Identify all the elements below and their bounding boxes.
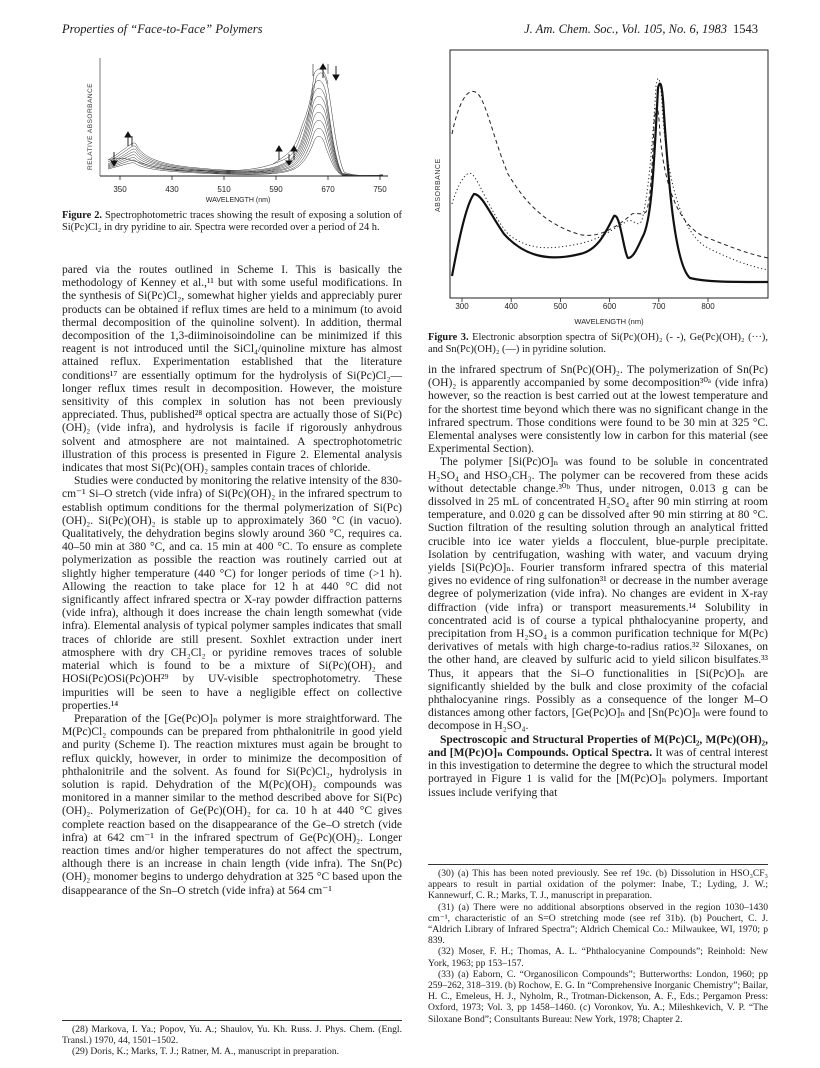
figure-2-ylabel: RELATIVE ABSORBANCE [87, 82, 94, 170]
footnote-28: (28) Markova, I. Ya.; Popov, Yu. A.; Shaulov, Yu. Kh. Russ. J. Phys. Chem. (Engl. Transl.) 1970, 44, 1501–1502. [62, 1024, 402, 1047]
header-journal [524, 22, 758, 37]
x-tick-label: 800 [701, 302, 715, 311]
x-tick-label: 500 [553, 302, 568, 311]
running-header [62, 22, 758, 40]
right-column [428, 364, 768, 800]
figure-3 [428, 44, 773, 329]
figure-3-ylabel: ABSORBANCE [435, 158, 442, 212]
figure-3-trace-sn [452, 84, 768, 282]
figure-3-xlabel: WAVELENGTH (nm) [574, 317, 644, 326]
x-tick-label: 750 [373, 185, 387, 194]
x-tick-label: 600 [602, 302, 617, 311]
right-section-paragraph [428, 734, 768, 800]
footnote-33: (33) (a) Eaborn, C. “Organosilicon Compounds”; Butterworths: London, 1960; pp 259–262, 318–319. (b) Rochow, E. G. In “Comprehensive Inorganic Chemistry”; Bailar, H. C., Emeleus, H. J., Nyholm, R., Trotman-Dickenson, A. F., Eds.; Pergamon Press: Oxford, 1973; Vol. 3, pp 1458–1460. (c) Voronkov, Yu. A.; Mileshkevich, V. P. “The Siloxane Bond”; Consultants Bureau: New York, 1978; Chapter 2. [428, 968, 768, 1025]
figure-3-trace-ge [452, 79, 768, 270]
left-paragraph-1: pared via the routes outlined in Scheme I. This is basically the methodology of Kenney et al.,¹¹ but with some useful modifications. In the synthesis of Si(Pc)Cl₂, somewhat higher yields and appreciably purer products can be obtained if reflux times are held to a minimum (to avoid thermal decomposition of the quinoline solvent). In addition, thermal decomposition of the 1,3-diiminoisoindoline can be minimized if this reagent is not introduced until the SiCl₄/quinoline mixture has almost attained reflux. Experimentation established that the literature conditions¹⁷ are essentially optimum for the hydrolysis of Si(Pc)Cl₂—longer reflux times result in decomposition. However, the moisture sensitivity of this complex in solution has not been previously appreciated. Thus, published²⁸ optical spectra are actually those of Si(Pc)(OH)₂ (vide infra), and hydrolysis is facile if rigorously anhydrous solvent and atmosphere are not maintained. A spectrophotometric illustration of this process is presented in Figure 2. Elemental analysis indicates that most Si(Pc)(OH)₂ samples contain traces of chloride. [62, 264, 402, 475]
figure-2 [78, 48, 398, 206]
x-tick-label: 700 [652, 302, 666, 311]
footnote-32: (32) Moser, F. H.; Thomas, A. L. “Phthalocyanine Compounds”; Reinhold: New York, 1963; pp 153–157. [428, 946, 768, 969]
figure-2-caption [62, 210, 402, 234]
x-tick-label: 430 [165, 185, 179, 194]
x-tick-label: 670 [321, 185, 335, 194]
figure-3-trace-si [452, 91, 768, 258]
x-tick-label: 300 [455, 302, 469, 311]
footnote-30: (30) (a) This has been noted previously. See ref 19c. (b) Dissolution in HSO₃CF₃ appears to result in partial oxidation of the polymer: Inabe, T.; Lyding, J. W.; Kannewurf, C. R.; Marks, T. J., manuscript in preparation. [428, 868, 768, 902]
figure-3-label: Figure 3. [428, 332, 469, 343]
header-citation: J. Am. Chem. Soc., Vol. 105, No. 6, 1983 [524, 22, 727, 36]
right-footnotes [428, 868, 768, 1025]
left-footnotes [62, 1024, 402, 1058]
figure-2-xticks [113, 176, 387, 194]
section-text: It was of central interest in this investigation to determine the degree to which the structural model portrayed in Figure 1 is valid for the [M(Pc)O]ₙ polymers. Important issues include verifying that [428, 746, 768, 799]
right-paragraph-2: The polymer [Si(Pc)O]ₙ was found to be soluble in concentrated H₂SO₄ and HSO₃CH₃. The polymer can be recovered from these acids without detectable change.³⁰ᵇ Thus, under nitrogen, 0.013 g can be dissolved in 25 mL of concentrated H₂SO₄ after 90 min stirring at room temperature, and 0.020 g can be dissolved after 90 min stirring at 80 °C. Suction filtration of the resulting solution through an analytical fritted crucible into ice water yields a flocculent, blue-purple precipitate. Isolation by centrifugation, washing with water, and vacuum drying yields [Si(Pc)O]ₙ. Fourier transform infrared spectra of this material gives no evidence of ring sulfonation³¹ or decrease in the number average degree of polymerization (vide infra). No changes are evident in X-ray diffraction (vide infra) or transport measurements.¹⁴ Solubility in concentrated acid is of course a typical phthalocyanine property, and precipitation from H₂SO₄ is a common purification technique for M(Pc) derivatives of metals with high charge-to-radius ratios.³² Siloxanes, on the other hand, are cleaved by sulfuric acid to yield silicon bisulfates.³³ Thus, it appears that the Si–O functionalities in [Si(Pc)O]ₙ are significantly shielded by the bulk and close proximity of the cofacial phthalocyanine rings. Possibly as a consequence of the longer M–O distances among other factors, [Ge(Pc)O]ₙ and [Sn(Pc)O]ₙ were found to decompose in H₂SO₄. [428, 456, 768, 733]
x-tick-label: 590 [269, 185, 283, 194]
figure-3-plot [428, 44, 773, 329]
footnote-31: (31) (a) There were no additional absorptions observed in the region 1030–1430 cm⁻¹, characteristic of an S=O stretching mode (see ref 31b). (b) Pouchert, C. J. “Aldrich Library of Infrared Spectra”; Aldrich Chemical Co.: Milwaukee, WI, 1970; p 839. [428, 901, 768, 947]
figure-2-traces [108, 64, 383, 176]
x-tick-label: 510 [217, 185, 231, 194]
section-heading: Spectroscopic and Structural Properties of M(Pc)Cl₂, M(Pc)(OH)₂, and [M(Pc)O]ₙ Compounds. Optical Spectra. [428, 733, 768, 759]
page-number: 1543 [733, 22, 758, 36]
x-tick-label: 350 [113, 185, 127, 194]
figure-3-xticks [455, 298, 715, 311]
footnote-29: (29) Doris, K.; Marks, T. J.; Ratner, M. A., manuscript in preparation. [72, 1046, 340, 1058]
figure-2-caption-text: Spectrophotometric traces showing the result of exposing a solution of Si(Pc)Cl₂ in dry pyridine to air. Spectra were recorded over a period of 24 h. [62, 210, 402, 234]
figure-2-xlabel: WAVELENGTH (nm) [205, 197, 271, 204]
left-paragraph-3: Preparation of the [Ge(Pc)O]ₙ polymer is more straightforward. The M(Pc)Cl₂ compounds can be prepared from phthalonitrile in good yield and purity (Scheme I). The reaction mixtures must again be brought to reflux quickly, however, in order to minimize the decomposition of phthalonitrile and the solvent. As found for Si(Pc)Cl₂, hydrolysis in solution is rapid. Dehydration of the M(Pc)(OH)₂ compounds was monitored in a manner similar to the method described above for Si(Pc)(OH)₂. Polymerization of Ge(Pc)(OH)₂ for ca. 10 h at 440 °C gives complete reaction based on the disappearance of the Ge–O stretch (vide infra) at 642 cm⁻¹ in the infrared spectrum of Ge(Pc)(OH)₂. Longer reaction times and/or higher temperatures do not affect the spectrum, although there is an increase in chain length (vide infra). The Sn(Pc)(OH)₂ monomer begins to undergo dehydration at 325 °C based upon the disappearance of the Sn–O stretch (vide infra) at 564 cm⁻¹ [62, 712, 402, 897]
left-footnote-rule [62, 1020, 402, 1021]
figure-2-arrows [111, 64, 339, 166]
header-title: Properties of “Face-to-Face” Polymers [62, 22, 263, 36]
figure-3-caption [428, 332, 768, 356]
right-paragraph-1: in the infrared spectrum of Sn(Pc)(OH)₂. The polymerization of Sn(Pc)(OH)₂ is apparently accompanied by some decomposition³⁰ᵃ (vide infra) however, so the reaction is best carried out at the lowest temperature and for the shortest time beyond which there was no significant change in the infrared spectrum. Those conditions were found to be 30 min at 325 °C. Elemental analyses were consistently low in carbon for this material (see Experimental Section). [428, 364, 768, 456]
figure-2-label: Figure 2. [62, 210, 103, 221]
figure-2-plot [78, 48, 398, 206]
left-column [62, 264, 402, 898]
figure-3-caption-text: Electronic absorption spectra of Si(Pc)(OH)₂ (- -), Ge(Pc)(OH)₂ (···), and Sn(Pc)(OH)₂ (—) in pyridine solution. [428, 332, 768, 356]
right-footnote-rule [428, 864, 768, 865]
left-paragraph-2: Studies were conducted by monitoring the relative intensity of the 830-cm⁻¹ Si–O stretch (vide infra) of Si(Pc)(OH)₂ in the infrared spectrum to establish optimum conditions for the thermal polymerization of Si(Pc)(OH)₂. Si(Pc)(OH)₂ is stable up to approximately 360 °C (in vacuo). Qualitatively, the dehydration begins slowly around 360 °C, requires ca. 40–50 min at 380 °C, and ca. 15 min at 400 °C. To ensure as complete polymerization as possible the reaction was routinely carried out at slightly higher temperature (440 °C) for longer periods of time (>1 h). Allowing the reaction to take place for 12 h at 440 °C did not significantly affect infrared spectra or X-ray powder diffraction patterns (vide infra), although it does increase the chain length somewhat (vide infra). Elemental analysis of typical polymer samples indicates that small traces of chloride are still present. Soxhlet extraction under inert atmosphere with dry CH₂Cl₂ or pyridine removes traces of soluble material which is found to be a mixture of Si(Pc)(OH)₂ and HOSi(Pc)OSi(Pc)OH²⁹ by UV-visible spectrophotometry. These impurities will be seen to have a negligible effect on collective properties.¹⁴ [62, 475, 402, 712]
x-tick-label: 400 [504, 302, 518, 311]
